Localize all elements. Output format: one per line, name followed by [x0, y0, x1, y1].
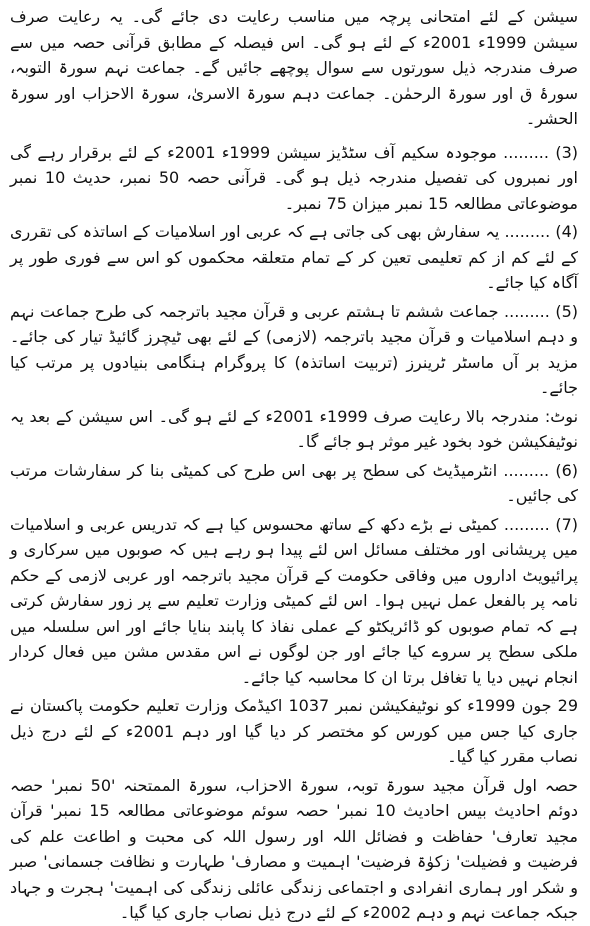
recommendation-item-5 [10, 299, 578, 401]
item-text: ......... یہ سفارش بھی کی جاتی ہے کہ عربی اور اسلامیات کے اساتذہ کی تقرری کے لئے کم از کم تعلیمی تعین کر کے تمام متعلقہ محکموں کو اس سے فوری طور پر آگاہ کیا جائے۔ [10, 222, 578, 292]
note-text: نوٹ: مندرجہ بالا رعایت صرف 1999ء 2001ء کے لئے ہو گی۔ اس سیشن کے بعد یہ نوٹیفکیشن خود بخود غیر موثر ہو جائے گا۔ [10, 406, 579, 451]
item-text: ......... موجودہ سکیم آف سٹڈیز سیشن 1999ء 2001ء کے لئے برقرار رہے گی اور نمبروں کی تفصیل مندرجہ ذیل ہو گی۔ قرآنی حصہ 50 نمبر، حدیث 10 نمبر موضوعاتی مطالعہ 15 نمبر میزان 75 نمبر۔ [10, 142, 579, 213]
item-number: (3) [555, 142, 578, 162]
item-number: (4) [555, 222, 578, 241]
item-text: ......... انٹرمیڈیٹ کی سطح پر بھی اس طرح کی کمیٹی بنا کر سفارشات مرتب کی جائیں۔ [10, 460, 578, 505]
item-number: (7) [555, 514, 579, 534]
item-number: (6) [555, 460, 579, 480]
recommendation-item-7 [10, 512, 578, 691]
syllabus-text: حصہ اول قرآن مجید سورۃ توبہ، سورۃ الاحزاب، سورۃ الممتحنہ '50 نمبر' حصہ دوئم احادیث بیس احادیث 10 نمبر' حصہ سوئم موضوعاتی مطالعہ 15 نمبر' قرآن مجید تعارف' حفاظت و فضائل اللہ اور رسول اللہ کی محبت و اطاعت علم کی فرضیت و فضیلت' زکوٰۃ فرضیت' اہمیت و مصارف' طہارت و نظافت جسمانی' صبر و شکر اور ہماری انفرادی و اجتماعی زندگی عائلی زندگی کی اہمیت' ہجرت و جہاد جبکہ جماعت نہم و دہم 2002ء کے لئے درج ذیل نصاب جاری کیا گیا۔ [10, 775, 578, 922]
recommendation-item-4 [10, 219, 578, 296]
notification-paragraph [10, 693, 578, 770]
spacer [10, 132, 578, 140]
notification-text: 29 جون 1999ء کو نوٹیفکیشن نمبر 1037 اکیڈمک وزارت تعلیم حکومت پاکستان نے جاری کیا جس میں کورس کو مختصر کر دیا گیا اور دہم 2001ء کے لئے درج ذیل نصاب مقرر کیا گیا۔ [10, 696, 579, 766]
item-number: (5) [555, 301, 578, 321]
item-text: ......... کمیٹی نے بڑے دکھ کے ساتھ محسوس کیا ہے کہ تدریس عربی و اسلامیات میں پریشانی اور مختلف مسائل اس لئے پیدا ہو رہے ہیں کہ صوبوں میں سرکاری و پرائیویٹ اداروں میں وفاقی حکومت کے قرآن مجید باترجمہ اور عربی لازمی کے حکم نامہ پر بالفعل عمل نہیں ہوا۔ اس لئے کمیٹی وزارت تعلیم سے پر زور سفارش کرتی ہے کہ تمام صوبوں کو ڈائریکٹو کے عملی نفاذ کا پابند بنایا جائے اور اس سلسلہ میں ملکی سطح پر سروے کیا جائے اور جن لوگوں نے اس مقدس مشن میں فعال کردار انجام نہیں دیا یا تغافل برتا ان کا محاسبہ کیا جائے۔ [10, 514, 578, 687]
syllabus-paragraph [10, 773, 578, 926]
recommendation-item-3 [10, 140, 578, 217]
note-paragraph [10, 404, 578, 455]
intro-paragraph [10, 4, 578, 132]
intro-text: سیشن کے لئے امتحانی پرچہ میں مناسب رعایت دی جائے گی۔ یہ رعایت صرف سیشن 1999ء 2001ء کے لئے ہو گی۔ اس فیصلہ کے مطابق قرآنی حصہ میں سے صرف مندرجہ ذیل سورتوں سے سوال پوچھے جائیں گے۔ جماعت نہم سورۃ التوبہ، سورۂ ق اور سورۃ الرحمٰن۔ جماعت دہم سورۃ الاسریٰ، سورۃ الاحزاب اور سورۃ الحشر۔ [10, 7, 578, 128]
item-text: ......... جماعت ششم تا ہشتم عربی و قرآن مجید باترجمہ کی طرح جماعت نہم و دہم اسلامیات و قرآن مجید باترجمہ (لازمی) کے لئے بھی ٹیچرز گائیڈ تیار کی جائے۔ مزید بر آں ماسٹر ٹرینرز (تربیت اساتذہ) کا پروگرام ہنگامی بنیادوں پر مرتب کیا جائے۔ [10, 301, 578, 397]
recommendation-item-6 [10, 458, 578, 509]
